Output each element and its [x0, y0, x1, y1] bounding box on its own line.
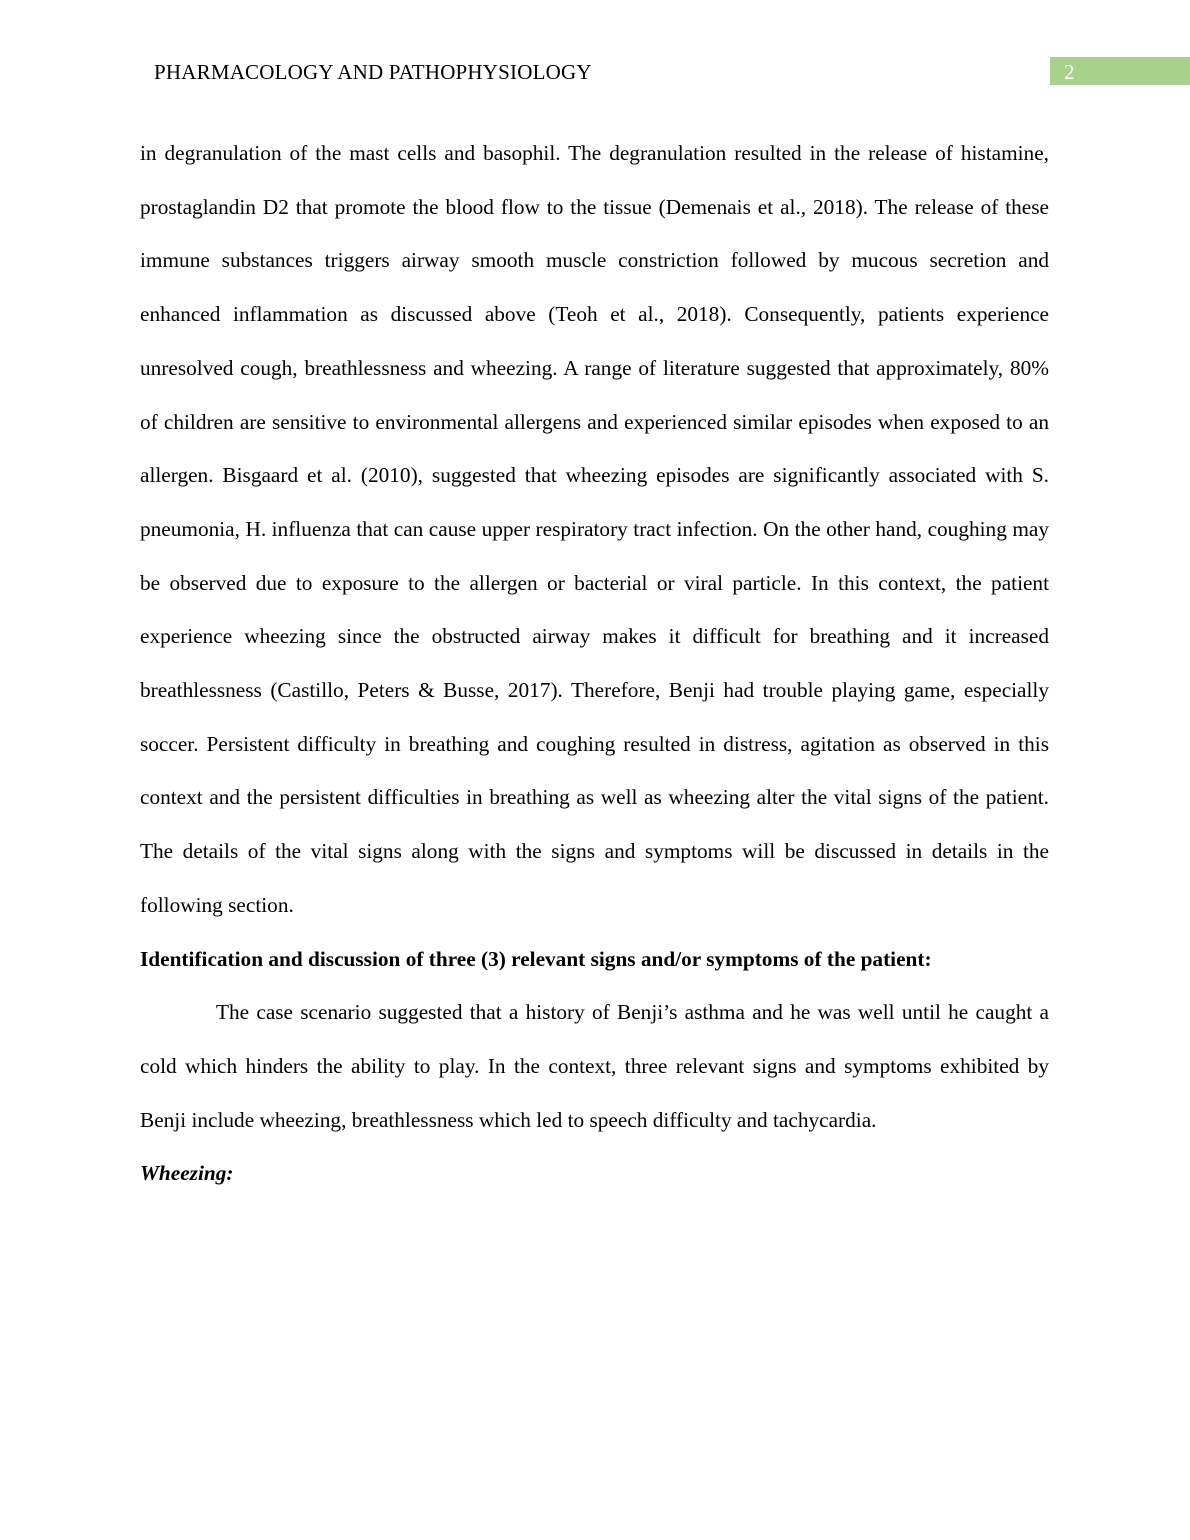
document-body — [140, 127, 1049, 1201]
body-paragraph-2: The case scenario suggested that a history of Benji’s asthma and he was well until he caught a cold which hinders the ability to play. In the context, three relevant signs and symptoms exhibited by Benji include wheezing, breathlessness which led to speech difficulty and tachycardia. — [140, 1000, 1049, 1132]
running-header-title: PHARMACOLOGY AND PATHOPHYSIOLOGY — [154, 60, 592, 84]
body-paragraph-1: in degranulation of the mast cells and basophil. The degranulation resulted in the release of histamine, prostaglandin D2 that promote the blood flow to the tissue (Demenais et al., 2018). The release of these immune substances triggers airway smooth muscle constriction followed by mucous secretion and enhanced inflammation as discussed above (Teoh et al., 2018). Consequently, patients experience unresolved cough, breathlessness and wheezing. A range of literature suggested that approximately, 80% of children are sensitive to environmental allergens and experienced similar episodes when exposed to an allergen. Bisgaard et al. (2010), suggested that wheezing episodes are significantly associated with S. pneumonia, H. influenza that can cause upper respiratory tract infection. On the other hand, coughing may be observed due to exposure to the allergen or bacterial or viral particle. In this context, the patient experience wheezing since the obstructed airway makes it difficult for breathing and it increased breathlessness (Castillo, Peters & Busse, 2017). Therefore, Benji had trouble playing game, especially soccer. Persistent difficulty in breathing and coughing resulted in distress, agitation as observed in this context and the persistent difficulties in breathing as well as wheezing alter the vital signs of the patient. The details of the vital signs along with the signs and symptoms will be discussed in details in the following section. — [140, 141, 1049, 917]
section-heading: Identification and discussion of three (3) relevant signs and/or symptoms of the patient: — [140, 946, 932, 971]
page-number-badge — [1050, 57, 1190, 85]
page-number: 2 — [1064, 60, 1075, 84]
subsection-heading-wheezing: Wheezing: — [140, 1161, 234, 1186]
